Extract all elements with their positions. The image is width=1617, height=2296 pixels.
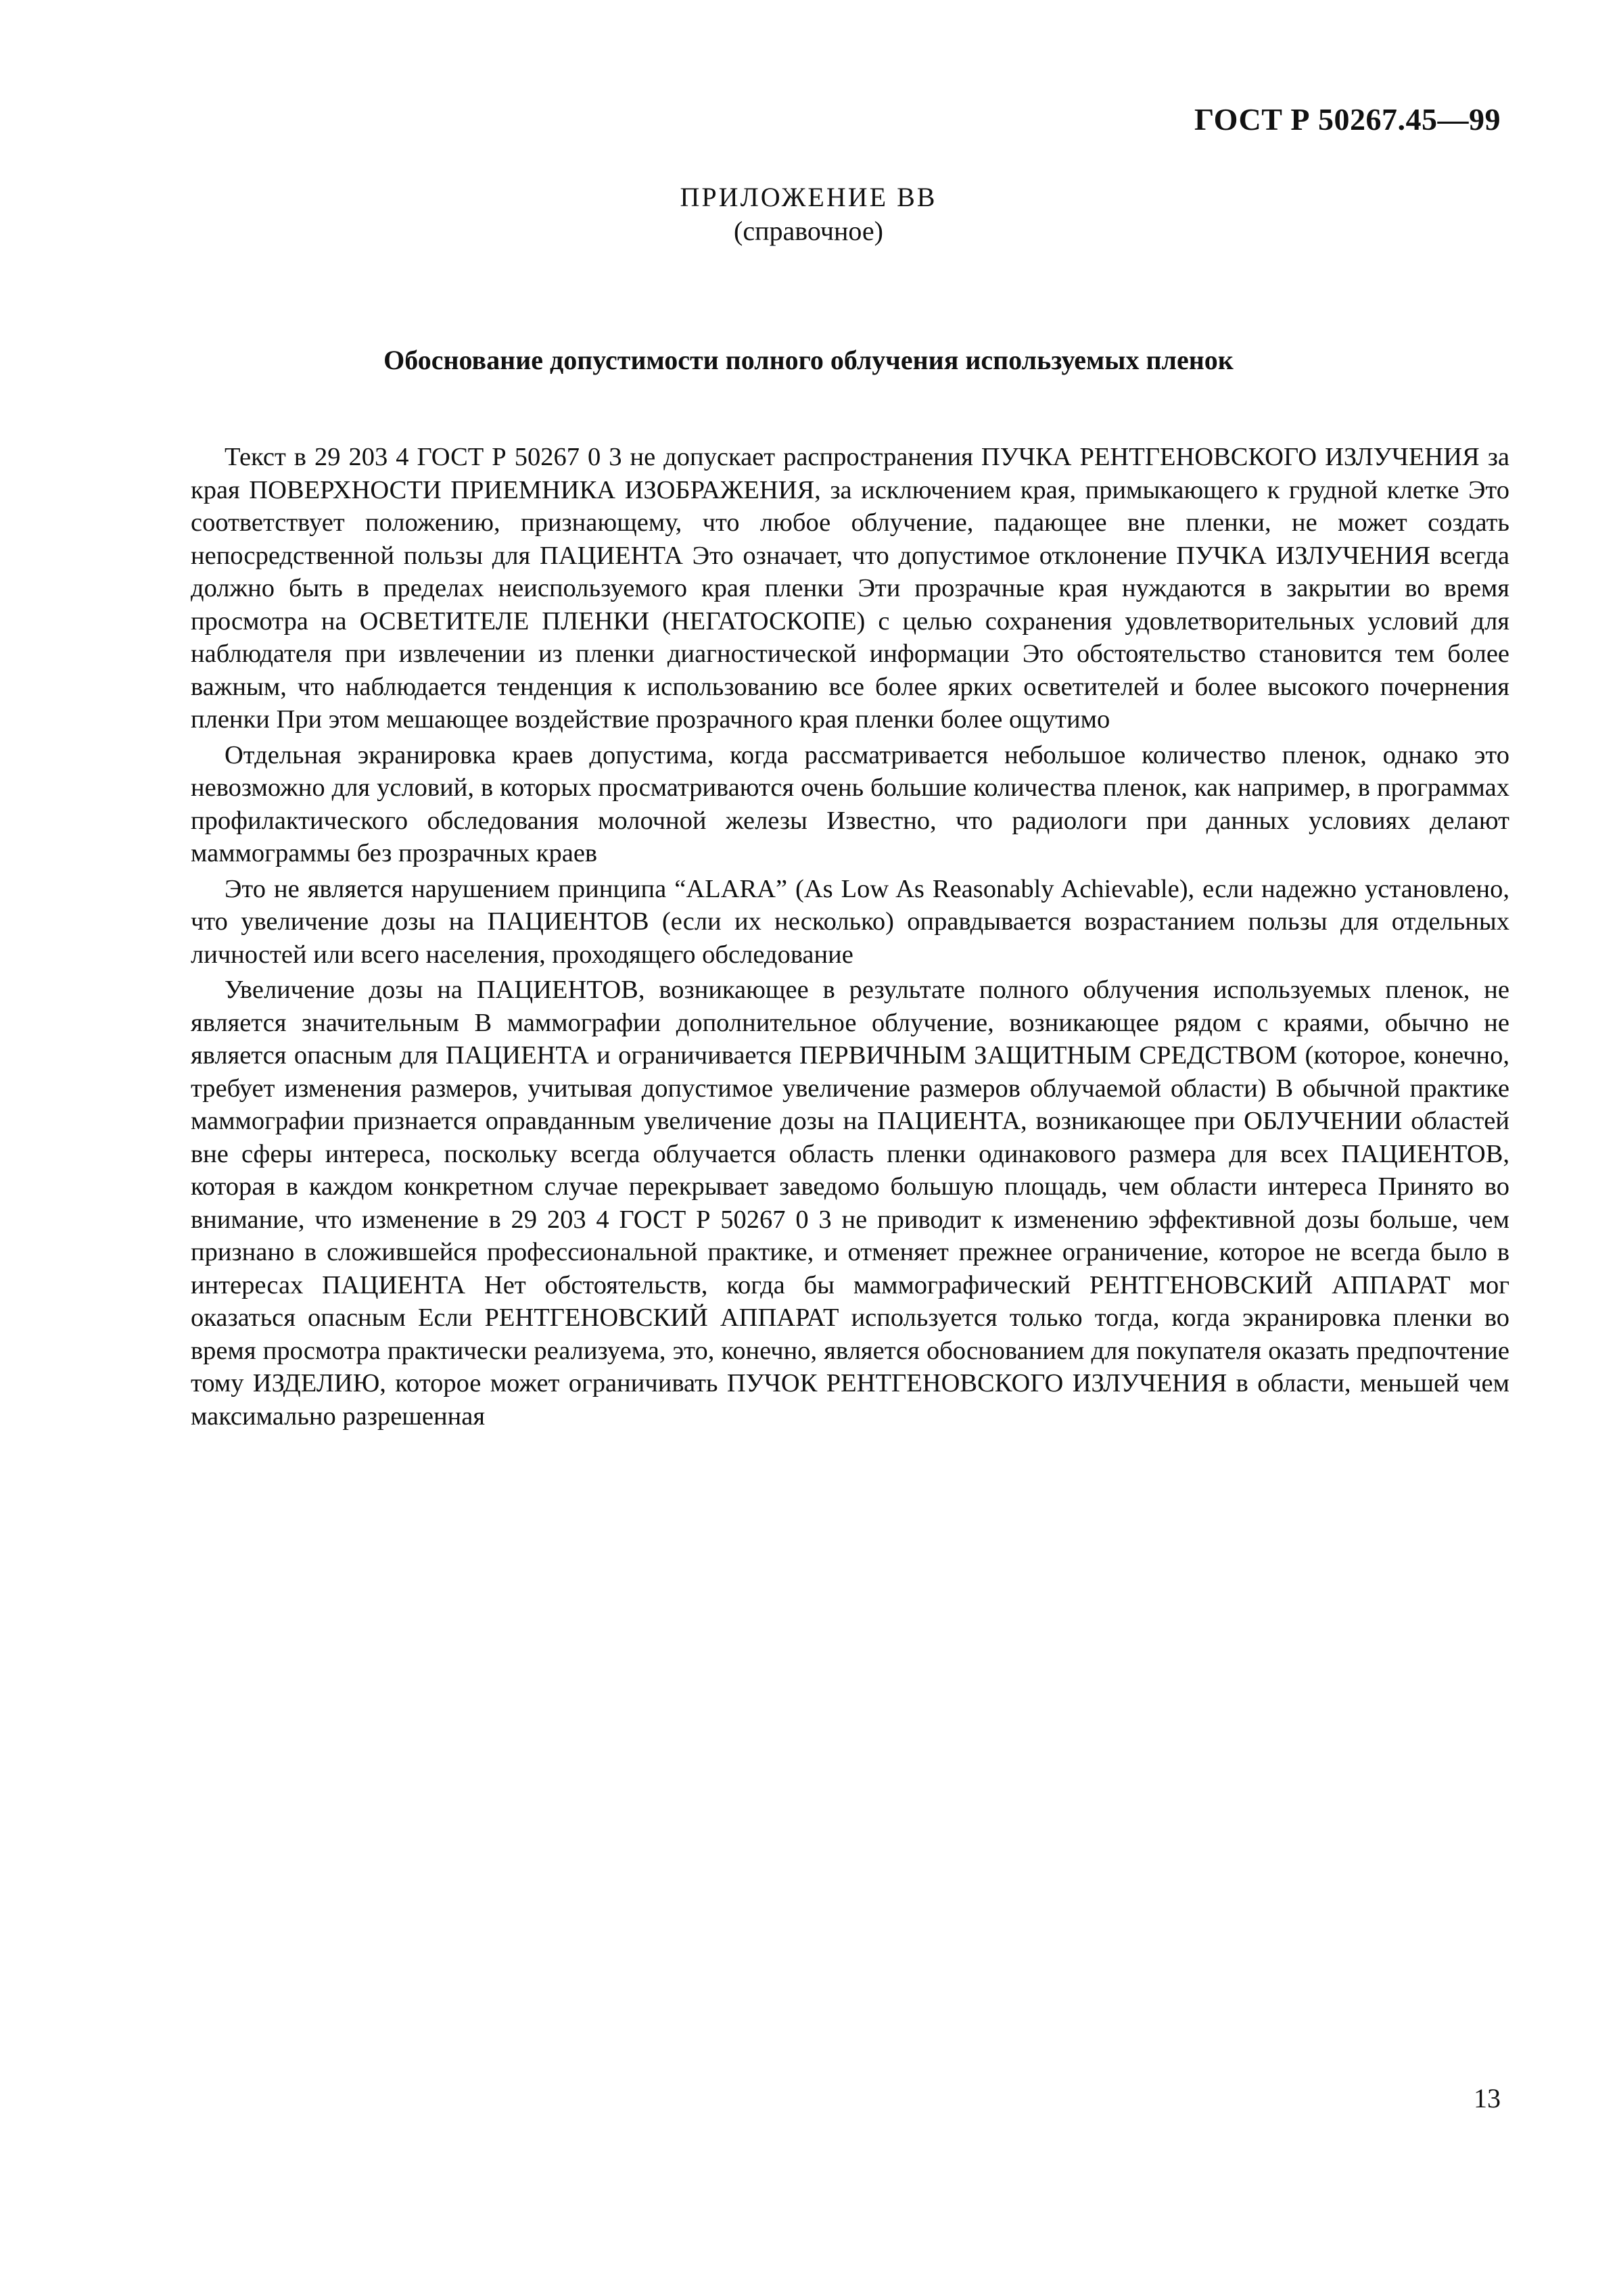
appendix-title: ПРИЛОЖЕНИЕ ВВ xyxy=(680,182,937,212)
page-number: 13 xyxy=(1474,2083,1501,2113)
body-text xyxy=(191,441,1509,1435)
paragraph: Отдельная экранировка краев допустима, когда рассматривается небольшое количество пленок, однако это невозможно для условий, в которых просматриваются очень большие количества пленок, как например, в программах профилактического обследования молочной железы Известно, что радиологи при данных условиях делают маммограммы без прозрачных краев xyxy=(191,740,1509,867)
paragraph: Это не является нарушением принципа “ALARA” (As Low As Reasonably Achievable), если надежно установлено, что увеличение дозы на ПАЦИЕНТОВ (если их несколько) оправдывается возрастанием пользы для отдельных личностей или всего населения, проходящего обследование xyxy=(191,874,1509,969)
paragraph: Увеличение дозы на ПАЦИЕНТОВ, возникающее в результате полного облучения используемых пленок, не является значительным В маммографии дополнительное облучение, возникающее рядом с краями, обычно не является опасным для ПАЦИЕНТА и ограничивается ПЕРВИЧНЫМ ЗАЩИТНЫМ СРЕДСТВОМ (которое, конечно, требует изменения размеров, учитывая допустимое увеличение размеров облучаемой области) В обычной практике маммографии признается оправданным увеличение дозы на ПАЦИЕНТА, возникающее при ОБЛУЧЕНИИ областей вне сферы интереса, поскольку всегда облучается область пленки одинакового размера для всех ПАЦИЕНТОВ, которая в каждом конкретном случае перекрывает заведомо большую площадь, чем области интереса Принято во внимание, что изменение в 29 203 4 ГОСТ Р 50267 0 3 не приводит к изменению эффективной дозы больше, чем признано в сложившейся профессиональной практике, и отменяет прежнее ограничение, которое не всегда было в интересах ПАЦИЕНТА Нет обстоятельств, когда бы маммографический РЕНТГЕНОВСКИЙ АППАРАТ мог оказаться опасным Если РЕНТГЕНОВСКИЙ АППАРАТ используется только тогда, когда экранировка пленки во время просмотра практически реализуема, это, конечно, является обоснованием для покупателя оказать предпочтение тому ИЗДЕЛИЮ, которое может ограничивать ПУЧОК РЕНТГЕНОВСКОГО ИЗЛУЧЕНИЯ в области, меньшей чем максимально разрешенная xyxy=(191,976,1509,1431)
appendix-subtitle: (справочное) xyxy=(734,216,883,246)
section-heading: Обоснование допустимости полного облучения используемых пленок xyxy=(383,345,1234,375)
document-code: ГОСТ Р 50267.45—99 xyxy=(1194,102,1501,137)
paragraph: Текст в 29 203 4 ГОСТ Р 50267 0 3 не допускает распространения ПУЧКА РЕНТГЕНОВСКОГО ИЗЛУЧЕНИЯ за края ПОВЕРХНОСТИ ПРИЕМНИКА ИЗОБРАЖЕНИЯ, за исключением края, примыкающего к грудной клетке Это соответствует положению, признающему, что любое облучение, падающее вне пленки, не может создать непосредственной пользы для ПАЦИЕНТА Это означает, что допустимое отклонение ПУЧКА ИЗЛУЧЕНИЯ всегда должно быть в пределах неиспользуемого края пленки Эти прозрачные края нуждаются в закрытии во время просмотра на ОСВЕТИТЕЛЕ ПЛЕНКИ (НЕГАТОСКОПЕ) с целью сохранения удовлетворительных условий для наблюдателя при извлечении из пленки диагностической информации Это обстоятельство становится тем более важным, что наблюдается тенденция к использованию все более ярких осветителей и более высокого почернения пленки При этом мешающее воздействие прозрачного края пленки более ощутимо xyxy=(191,443,1509,734)
